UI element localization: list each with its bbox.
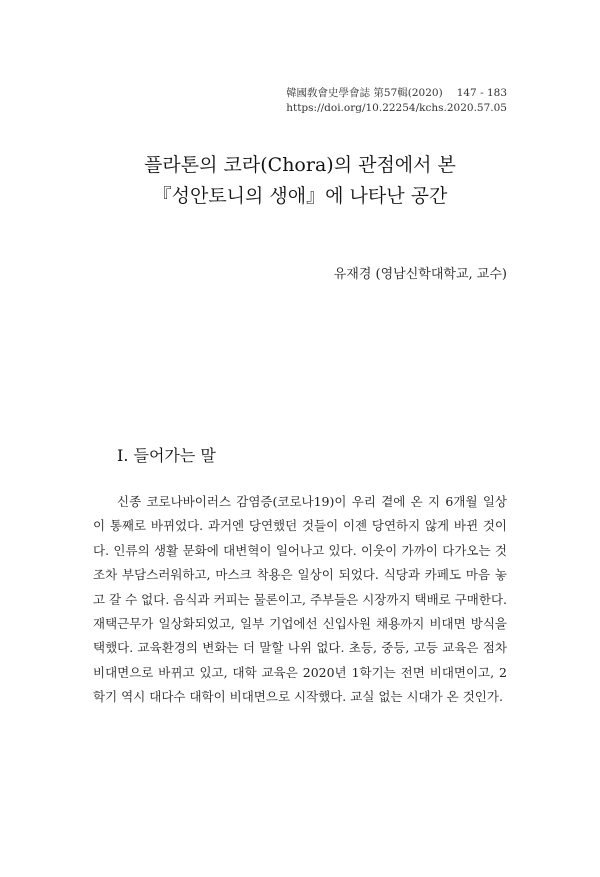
title-line-2: 『성안토니의 생애』에 나타난 공간 [152,185,448,207]
title-line-1: 플라톤의 코라(Chora)의 관점에서 본 [144,154,456,176]
paper-title [0,150,600,212]
journal-citation: 韓國敎會史學會誌 第57輯(2020) [286,87,443,99]
journal-header [286,86,507,116]
doi-link[interactable]: https://doi.org/10.22254/kchs.2020.57.05 [286,102,507,114]
section-heading: I. 들어가는 말 [117,446,216,465]
author-line: 유재경 (영남신학대학교, 교수) [333,267,507,282]
citation-line [286,86,507,101]
body-paragraph: 신종 코로나바이러스 감염증(코로나19)이 우리 곁에 온 지 6개월 일상이 통째로 바뀌었다. 과거엔 당연했던 것들이 이젠 당연하지 않게 바뀐 것이다. 인류의 생활 문화에 대변혁이 일어나고 있다. 이웃이 가까이 다가오는 것조차 부담스러워하고, 마스크 착용은 일상이 되었다. 식당과 카페도 마음 놓고 갈 수 없다. 음식과 커피는 물론이고, 주부들은 시장까지 택배로 구매한다. 재택근무가 일상화되었고, 일부 기업에선 신입사원 채용까지 비대면 방식을 택했다. 교육환경의 변화는 더 말할 나위 없다. 초등, 중등, 고등 교육은 점차 비대면으로 바뀌고 있고, 대학 교육은 2020년 1학기는 전면 비대면이고, 2학기 역시 대다수 대학이 비대면으로 시작했다. 교실 없는 시대가 온 것인가. [93,494,507,705]
page-range: 147 - 183 [456,87,507,99]
